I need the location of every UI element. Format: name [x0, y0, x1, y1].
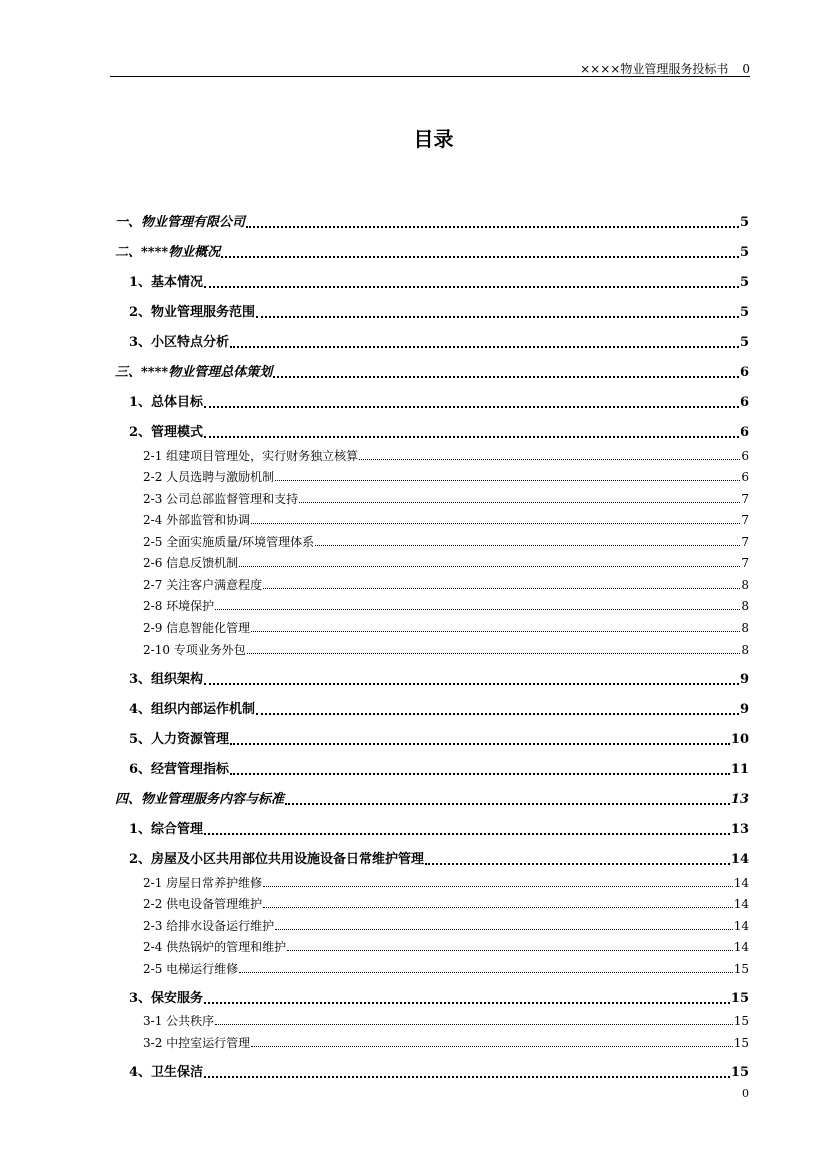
toc-entry[interactable] [115, 1063, 749, 1081]
toc-entry[interactable] [115, 937, 749, 955]
toc-entry-label: 3-2 中控室运行管理 [143, 1036, 251, 1050]
toc-entry-label: 2-2 人员选聘与激励机制 [143, 470, 275, 484]
toc-dot-leader [315, 541, 740, 546]
page-title: 目录 [413, 127, 454, 151]
toc-entry-label: 三、****物业管理总体策划 [115, 365, 273, 380]
footer-page-number: 0 [742, 1087, 749, 1100]
toc-dot-leader [275, 476, 740, 481]
toc-entry-label: 3、小区特点分析 [129, 335, 230, 350]
toc-dot-leader [239, 562, 740, 567]
toc-dot-leader [273, 372, 739, 378]
toc-entry-label: 6、经营管理指标 [129, 762, 230, 777]
toc-entry-label: 2-5 全面实施质量/环境管理体系 [143, 535, 315, 549]
toc-entry-label: 四、物业管理服务内容与标准 [115, 792, 285, 807]
toc-dot-leader [425, 859, 730, 865]
toc-dot-leader [251, 1042, 733, 1047]
toc-dot-leader [263, 584, 740, 589]
toc-entry-page: 7 [741, 556, 749, 570]
toc-entry-page: 8 [741, 643, 749, 657]
toc-dot-leader [230, 342, 739, 348]
toc-entry-page: 13 [730, 822, 749, 837]
toc-dot-leader [285, 799, 730, 805]
toc-entry[interactable] [115, 446, 749, 464]
toc-entry-label: 2-4 供热锅炉的管理和维护 [143, 940, 287, 954]
toc-dot-leader [221, 252, 739, 258]
toc-dot-leader [247, 649, 741, 654]
toc-entry[interactable] [115, 423, 749, 441]
toc-entry[interactable] [115, 510, 749, 528]
toc-entry-label: 2-1 房屋日常养护维修 [143, 876, 263, 890]
toc-entry-page: 5 [739, 335, 749, 350]
toc-entry-page: 8 [741, 621, 749, 635]
toc-entry[interactable] [115, 820, 749, 838]
toc-dot-leader [263, 882, 733, 887]
toc-entry-page: 14 [730, 852, 749, 867]
toc-entry-label: 1、总体目标 [129, 395, 204, 410]
toc-dot-leader [204, 282, 739, 288]
header-rule [110, 76, 750, 77]
toc-entry[interactable] [115, 532, 749, 550]
toc-entry[interactable] [115, 850, 749, 868]
toc-entry-page: 15 [730, 991, 749, 1006]
toc-entry-page: 9 [739, 702, 749, 717]
toc-dot-leader [215, 1020, 733, 1025]
toc-entry-label: 5、人力资源管理 [129, 732, 230, 747]
toc-entry[interactable] [115, 670, 749, 688]
toc-entry-label: 2-9 信息智能化管理 [143, 621, 251, 635]
toc-entry[interactable] [115, 730, 749, 748]
toc-entry-page: 8 [741, 599, 749, 613]
toc-entry[interactable] [115, 243, 749, 261]
toc-entry-page: 9 [739, 672, 749, 687]
toc-dot-leader [275, 925, 733, 930]
toc-dot-leader [359, 455, 740, 460]
toc-entry-label: 2-5 电梯运行维修 [143, 962, 239, 976]
toc-entry-page: 6 [739, 395, 749, 410]
toc-entry[interactable] [115, 959, 749, 977]
toc-entry-page: 6 [741, 449, 749, 463]
toc-entry-page: 15 [730, 1065, 749, 1080]
toc-entry[interactable] [115, 303, 749, 321]
toc-entry-page: 14 [733, 940, 749, 954]
toc-dot-leader [263, 903, 733, 908]
toc-entry-page: 5 [739, 275, 749, 290]
toc-entry-page: 14 [733, 876, 749, 890]
toc-entry-page: 6 [739, 425, 749, 440]
toc-entry-page: 15 [733, 1014, 749, 1028]
toc-entry-page: 15 [733, 962, 749, 976]
toc-entry-page: 5 [739, 305, 749, 320]
toc-entry[interactable] [115, 873, 749, 891]
toc-entry[interactable] [115, 640, 749, 658]
toc-dot-leader [204, 1072, 730, 1078]
toc-dot-leader [204, 998, 730, 1004]
toc-entry[interactable] [115, 553, 749, 571]
toc-dot-leader [204, 679, 739, 685]
toc-dot-leader [256, 709, 739, 715]
toc-dot-leader [251, 519, 740, 524]
toc-entry-label: 1、基本情况 [129, 275, 204, 290]
toc-entry-page: 5 [739, 245, 749, 260]
toc-entry[interactable] [115, 273, 749, 291]
toc-entry-page: 15 [733, 1036, 749, 1050]
toc-entry-page: 5 [739, 215, 749, 230]
toc-entry-page: 11 [730, 762, 749, 777]
toc-entry[interactable] [115, 363, 749, 381]
toc-entry-label: 2-10 专项业务外包 [143, 643, 246, 657]
page-header [110, 62, 750, 76]
toc-entry[interactable] [115, 1011, 749, 1029]
toc-entry-label: 2-1 组建项目管理处，实行财务独立核算 [143, 449, 359, 463]
toc-entry-label: 2-8 环境保护 [143, 599, 215, 613]
toc-entry[interactable] [115, 790, 749, 808]
toc-dot-leader [230, 739, 730, 745]
toc-dot-leader [256, 312, 739, 318]
toc-entry-label: 2、管理模式 [129, 425, 204, 440]
toc-entry-label: 2-3 给排水设备运行维护 [143, 919, 275, 933]
header-page-number: 0 [742, 62, 750, 76]
toc-entry-label: 2-2 供电设备管理维护 [143, 897, 263, 911]
toc-entry-page: 7 [741, 513, 749, 527]
toc-entry-page: 14 [733, 897, 749, 911]
toc-entry-label: 一、物业管理有限公司 [115, 215, 246, 230]
toc-dot-leader [251, 627, 740, 632]
toc-entry-page: 6 [741, 470, 749, 484]
toc-entry-page: 7 [741, 535, 749, 549]
toc-entry[interactable] [115, 916, 749, 934]
toc-entry[interactable] [115, 213, 749, 231]
toc-entry[interactable] [115, 989, 749, 1007]
toc-entry-label: 2、房屋及小区共用部位共用设施设备日常维护管理 [129, 852, 425, 867]
toc-entry-page: 7 [741, 492, 749, 506]
toc-entry-page: 6 [739, 365, 749, 380]
toc-entry-label: 二、****物业概况 [115, 245, 221, 260]
toc-entry-label: 4、卫生保洁 [129, 1065, 204, 1080]
toc-dot-leader [204, 432, 739, 438]
toc-entry-label: 2-4 外部监管和协调 [143, 513, 251, 527]
toc-entry-label: 1、综合管理 [129, 822, 204, 837]
toc-entry[interactable] [115, 393, 749, 411]
toc-entry[interactable] [115, 618, 749, 636]
toc-entry[interactable] [115, 894, 749, 912]
toc-dot-leader [299, 498, 740, 503]
toc-entry-label: 3-1 公共秩序 [143, 1014, 215, 1028]
toc-dot-leader [215, 605, 740, 610]
toc-entry[interactable] [115, 489, 749, 507]
toc-entry-label: 3、组织架构 [129, 672, 204, 687]
toc-entry-label: 2-7 关注客户满意程度 [143, 578, 263, 592]
toc-entry[interactable] [115, 467, 749, 485]
toc-entry-page: 10 [730, 732, 749, 747]
toc-entry-label: 2-3 公司总部监督管理和支持 [143, 492, 299, 506]
toc-entry-label: 4、组织内部运作机制 [129, 702, 256, 717]
toc-dot-leader [204, 402, 739, 408]
toc-entry-page: 13 [730, 792, 749, 807]
toc-entry[interactable] [115, 1033, 749, 1051]
toc-entry[interactable] [115, 575, 749, 593]
toc-entry-label: 2、物业管理服务范围 [129, 305, 256, 320]
toc-entry[interactable] [115, 700, 749, 718]
toc-dot-leader [287, 946, 733, 951]
toc-entry[interactable] [115, 596, 749, 614]
header-title: ××××物业管理服务投标书 [580, 62, 729, 76]
toc-entry-page: 14 [733, 919, 749, 933]
toc-entry[interactable] [115, 333, 749, 351]
toc-entry-label: 2-6 信息反馈机制 [143, 556, 239, 570]
toc-entry[interactable] [115, 760, 749, 778]
toc-entry-page: 8 [741, 578, 749, 592]
toc-dot-leader [246, 222, 739, 228]
toc-dot-leader [239, 968, 733, 973]
toc-dot-leader [230, 769, 730, 775]
toc-dot-leader [204, 829, 730, 835]
toc-entry-label: 3、保安服务 [129, 991, 204, 1006]
